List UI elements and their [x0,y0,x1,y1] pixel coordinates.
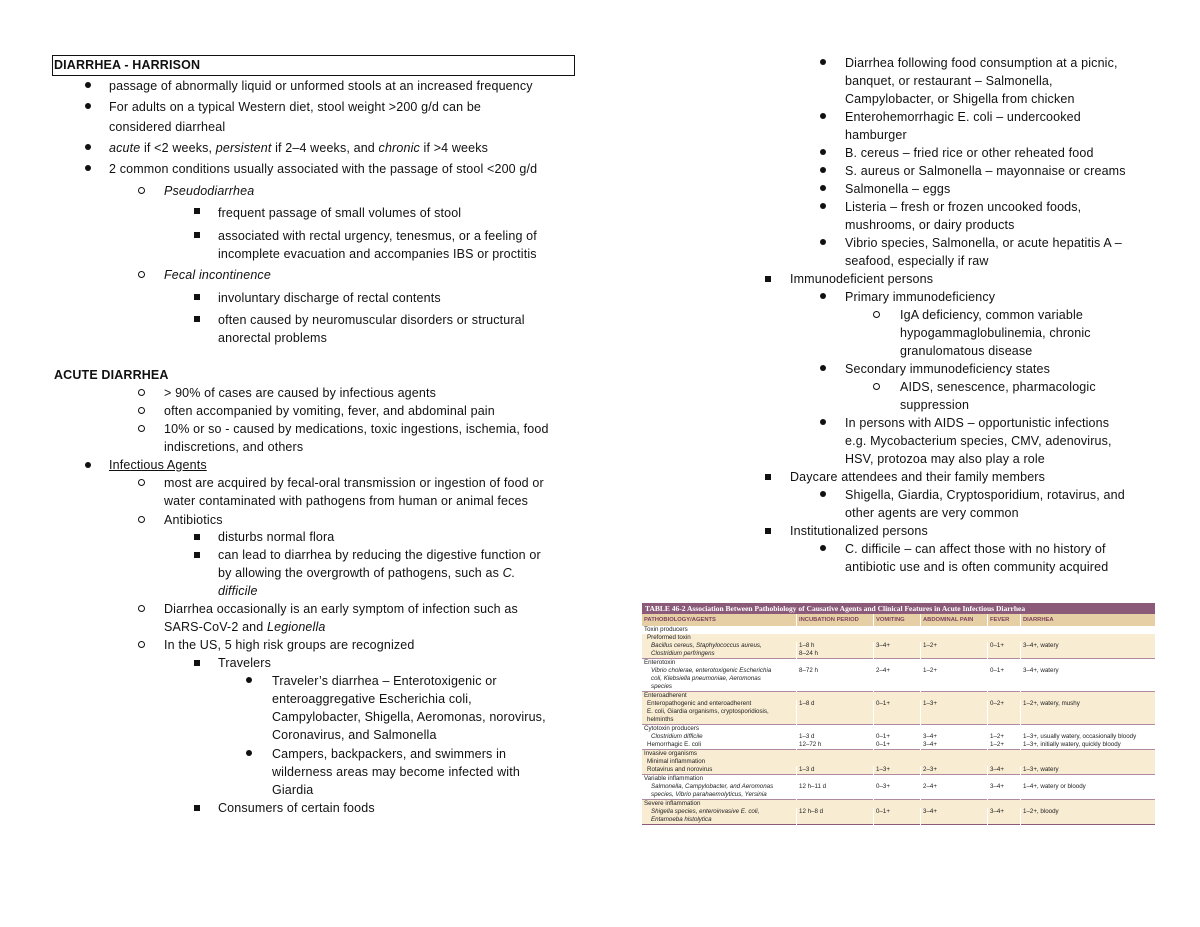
subsection-heading: Infectious Agents [109,458,207,472]
list-item: passage of abnormally liquid or unformed stools at an increased frequency [109,79,533,93]
bullet-circle [138,479,145,486]
list-item-cont: indiscretions, and others [164,440,304,454]
group-label: Enterotoxin [642,659,1156,668]
bullet-circle [138,187,145,194]
list-item: associated with rectal urgency, tenesmus, or a feeling of [218,229,537,243]
list-item-cont: HSV, protozoa may also play a role [845,452,1045,466]
bullet-circle [138,389,145,396]
subgroup-label: Preformed toxin [642,634,1156,642]
list-item: often caused by neuromuscular disorders or structural [218,313,525,327]
list-item: Daycare attendees and their family members [790,470,1046,484]
list-item-cont: mushrooms, or dairy products [845,218,1015,232]
list-item: Diarrhea following food consumption at a picnic, [845,56,1118,70]
bullet-circle [138,516,145,523]
table-row: Enteropathogenic and enteroadherent E. coli, Giardia organisms, cryptosporidiosis, helminths 1–8 d 0–1+ 1–3+ 0–2+ 1–2+, watery, mushy [642,700,1156,725]
bullet-square [194,805,200,811]
bullet [820,365,826,371]
col-header: PATHOBIOLOGY/AGENTS [642,614,797,626]
list-item-cont: seafood, especially if raw [845,254,989,268]
group-label: Invasive organisms [642,750,1156,759]
table-row: Shigella species, enteroinvasive E. coli, Entamoeba histolytica 12 h–8 d 0–1+ 3–4+ 3–4+ 1–2+, bloody [642,808,1156,825]
table-row: Salmonella, Campylobacter, and Aeromonas species, Vibrio parahaemolyticus, Yersinia 12 h–11 d 0–3+ 2–4+ 3–4+ 1–4+, watery or bloody [642,783,1156,800]
table-row: Vibrio cholerae, enterotoxigenic Escherichia coli, Klebsiella pneumoniae, Aeromonas species 8–72 h 2–4+ 1–2+ 0–1+ 3–4+, watery [642,667,1156,692]
bullet-circle [138,605,145,612]
page-title: DIARRHEA - HARRISON [52,55,575,76]
bullet-circle [873,311,880,318]
list-item: most are acquired by fecal-oral transmission or ingestion of food or [164,476,544,490]
bullet-square [194,660,200,666]
list-item-cont: Campylobacter, Shigella, Aeromonas, norovirus, [272,710,546,724]
list-item-cont: e.g. Mycobacterium species, CMV, adenovirus, [845,434,1112,448]
list-item: often accompanied by vomiting, fever, and abdominal pain [164,404,495,418]
list-item: acute if <2 weeks, persistent if 2–4 weeks, and chronic if >4 weeks [109,141,489,155]
list-item: Listeria – fresh or frozen uncooked foods, [845,200,1082,214]
bullet [820,185,826,191]
bullet-square [194,316,200,322]
table-row: Bacillus cereus, Staphylococcus aureus, Clostridium perfringens 1–8 h 8–24 h 3–4+ 1–2+ 0–1+ 3–4+, watery [642,642,1156,659]
bullet-square [194,294,200,300]
group-label: Cytotoxin producers [642,725,1156,734]
list-item: B. cereus – fried rice or other reheated food [845,146,1094,160]
list-item: Salmonella – eggs [845,182,951,196]
col-header: INCUBATION PERIOD [797,614,874,626]
list-item: involuntary discharge of rectal contents [218,291,441,305]
list-item-cont: antibiotic use and is often community acquired [845,560,1109,574]
subgroup-label: Minimal inflammation [642,758,1156,766]
list-item: In persons with AIDS – opportunistic infections [845,416,1110,430]
bullet-circle [138,407,145,414]
list-item: Diarrhea occasionally is an early symptom of infection such as [164,602,518,616]
list-item: disturbs normal flora [218,530,335,544]
bullet-square [765,528,771,534]
list-item: Pseudodiarrhea [164,184,255,198]
list-item-cont: difficile [218,584,258,598]
list-item: C. difficile – can affect those with no history of [845,542,1106,556]
list-item-cont: other agents are very common [845,506,1019,520]
bullet-circle [138,641,145,648]
bullet [85,103,91,109]
table-row: Rotavirus and norovirus 1–3 d 1–3+ 2–3+ 3–4+ 1–3+, watery [642,766,1156,775]
group-label: Variable inflammation [642,775,1156,784]
list-item-cont: hypogammaglobulinemia, chronic [900,326,1091,340]
bullet-circle [138,271,145,278]
list-item-cont: Coronavirus, and Salmonella [272,728,437,742]
bullet [820,491,826,497]
bullet [820,59,826,65]
list-item: Fecal incontinence [164,268,271,282]
bullet [820,149,826,155]
bullet [820,239,826,245]
bullet-square [194,232,200,238]
list-item-cont: SARS-CoV-2 and Legionella [164,620,326,634]
bullet [85,82,91,88]
col-header: VOMITING [874,614,921,626]
list-item: 10% or so - caused by medications, toxic ingestions, ischemia, food [164,422,549,436]
list-item: Primary immunodeficiency [845,290,996,304]
list-item: Antibiotics [164,513,223,527]
table-caption: TABLE 46-2 Association Between Pathobiology of Causative Agents and Clinical Features in Acute Infectious Diarrhea [642,603,1156,614]
bullet [820,113,826,119]
col-header: DIARRHEA [1021,614,1156,626]
list-item-cont: banquet, or restaurant – Salmonella, [845,74,1053,88]
list-item-cont: water contaminated with pathogens from human or animal feces [164,494,529,508]
bullet [820,419,826,425]
bullet [85,462,91,468]
bullet-square [194,552,200,558]
bullet-square [765,474,771,480]
list-item-cont: incomplete evacuation and accompanies IBS or proctitis [218,247,537,261]
bullet-square [194,208,200,214]
section-heading: ACUTE DIARRHEA [54,368,169,382]
list-item-cont: suppression [900,398,970,412]
list-item-cont: considered diarrheal [109,120,226,134]
list-item: Immunodeficient persons [790,272,934,286]
bullet [820,203,826,209]
list-item: Vibrio species, Salmonella, or acute hepatitis A – [845,236,1122,250]
list-item: Campers, backpackers, and swimmers in [272,747,507,761]
bullet-circle [873,383,880,390]
list-item-cont: hamburger [845,128,907,142]
list-item: AIDS, senescence, pharmacologic [900,380,1096,394]
list-item-cont: granulomatous disease [900,344,1033,358]
group-label: Enteroadherent [642,692,1156,701]
list-item-cont: Giardia [272,783,314,797]
bullet [820,167,826,173]
list-item: Consumers of certain foods [218,801,375,815]
list-item: Travelers [218,656,271,670]
list-item: can lead to diarrhea by reducing the digestive function or [218,548,541,562]
table-row: Clostridium difficile 1–3 d 0–1+ 3–4+ 1–2+ 1–3+, usually watery, occasionally bloody [642,733,1156,741]
col-header: ABDOMINAL PAIN [921,614,988,626]
list-item: > 90% of cases are caused by infectious agents [164,386,436,400]
list-item-cont: by allowing the overgrowth of pathogens, such as C. [218,566,516,580]
table-row: Hemorrhagic E. coli 12–72 h 0–1+ 3–4+ 1–2+ 1–3+, initially watery, quickly bloody [642,741,1156,750]
list-item: Secondary immunodeficiency states [845,362,1051,376]
bullet [246,750,252,756]
list-item-cont: wilderness areas may become infected with [272,765,520,779]
list-item: Shigella, Giardia, Cryptosporidium, rotavirus, and [845,488,1125,502]
bullet [820,293,826,299]
list-item-cont: enteroaggregative Escherichia coli, [272,692,472,706]
list-item: For adults on a typical Western diet, stool weight >200 g/d can be [109,100,482,114]
list-item: Traveler’s diarrhea – Enterotoxigenic or [272,674,497,688]
col-header: FEVER [988,614,1021,626]
bullet-square [194,534,200,540]
bullet-circle [138,425,145,432]
group-label: Severe inflammation [642,800,1156,809]
list-item: S. aureus or Salmonella – mayonnaise or creams [845,164,1126,178]
list-item-cont: Campylobacter, or Shigella from chicken [845,92,1075,106]
list-item-cont: anorectal problems [218,331,328,345]
bullet [85,144,91,150]
list-item: IgA deficiency, common variable [900,308,1083,322]
bullet [246,677,252,683]
reference-table [642,603,1156,825]
list-item: frequent passage of small volumes of stool [218,206,462,220]
bullet-square [765,276,771,282]
list-item: 2 common conditions usually associated with the passage of stool <200 g/d [109,162,538,176]
list-item: In the US, 5 high risk groups are recognized [164,638,415,652]
bullet [820,545,826,551]
group-label: Toxin producers [642,626,1156,634]
bullet [85,165,91,171]
list-item: Enterohemorrhagic E. coli – undercooked [845,110,1081,124]
list-item: Institutionalized persons [790,524,928,538]
